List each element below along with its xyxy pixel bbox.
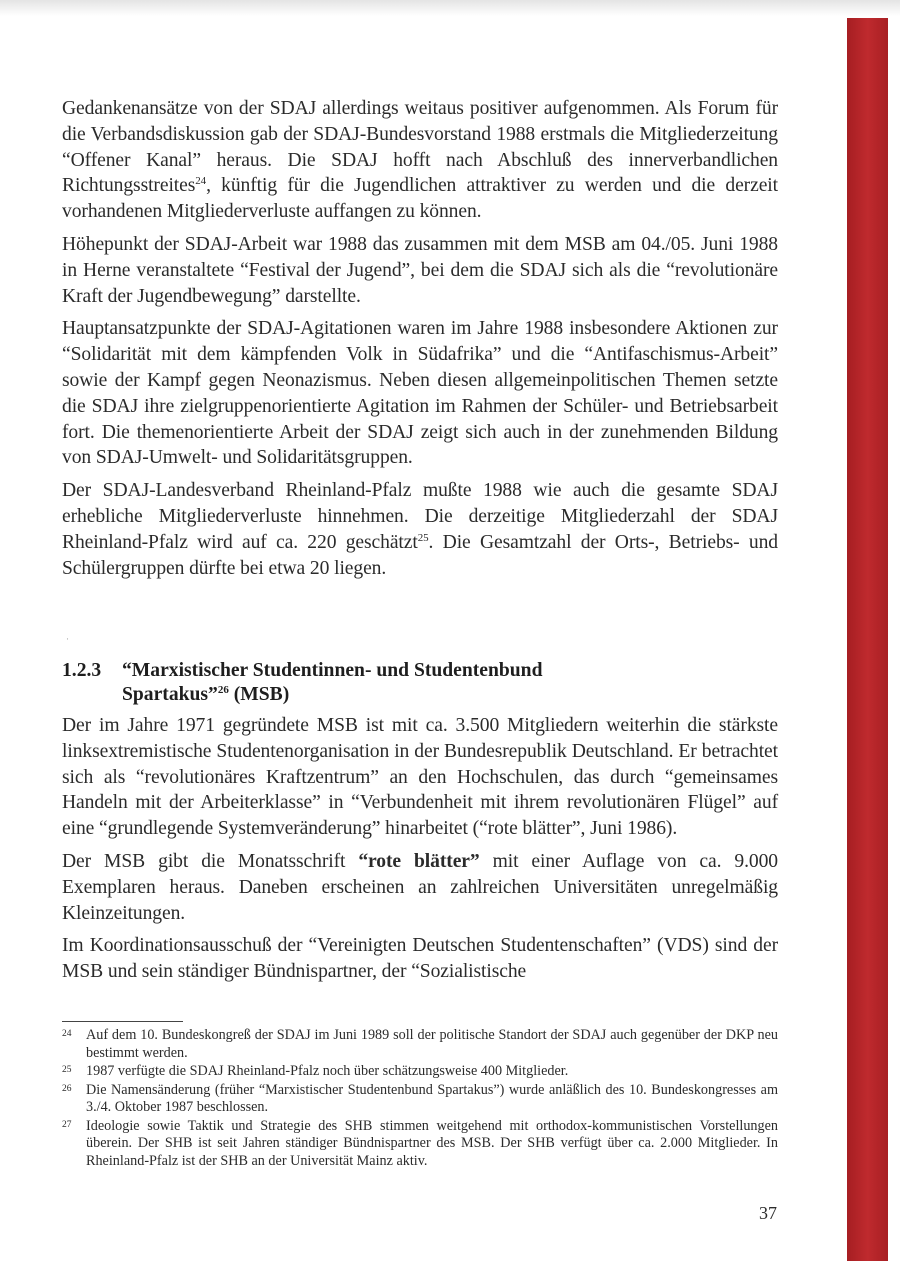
footnotes [62,1027,778,1171]
footnote-ref-26[interactable]: 26 [217,684,229,696]
section-paragraph-2: Der MSB gibt die Monatsschrift “rote blätter” mit einer Auflage von ca. 9.000 Exemplaren heraus. Daneben erscheinen an zahlreichen Universitäten unregelmäßig Kleinzeitungen. [62,850,778,924]
paragraph-2: Höhepunkt der SDAJ-Arbeit war 1988 das zusammen mit dem MSB am 04./05. Juni 1988 in Herne veranstaltete “Festival der Jugend”, bei dem die SDAJ sich als die “revolutionäre Kraft der Jugendbewegung” darstellte. [62,233,778,307]
paragraph-1: Gedankenansätze von der SDAJ allerdings weitaus positiver aufgenommen. Als Forum für die Verbandsdiskussion gab der SDAJ-Bundesvorstand 1988 erstmals die Mitgliederzeitung “Offener Kanal” heraus. Die SDAJ hofft nach Abschluß des innerverbandlichen Richtungsstreites$^{24}$, künftig für die Jugendlichen attraktiver zu werden und die derzeit vorhandenen Mitgliederverluste auffangen zu können. [62,98,778,223]
footnote-text: Auf dem 10. Bundeskongreß der SDAJ im Juni 1989 soll der politische Standort der SDAJ auch gegenüber der DKP neu bestimmt werden. [86,1027,778,1061]
paragraph-4: Der SDAJ-Landesverband Rheinland-Pfalz mußte 1988 wie auch die gesamte SDAJ erhebliche Mitgliederverluste hinnehmen. Die derzeitige Mitgliederzahl der SDAJ Rheinland-Pfalz wird auf ca. 220 geschätzt$^{25}$. Die Gesamtzahl der Orts-, Betriebs- und Schülergruppen dürfte bei etwa 20 liegen. [62,480,778,579]
heading-line-2: Spartakus”$^{26}$ (MSB) [122,684,290,705]
footnote-number: 25 [62,1065,72,1075]
body-text [62,96,778,588]
footnote-24 [62,1027,778,1062]
scan-top-shadow [0,0,900,16]
footnote-number: 24 [62,1029,72,1039]
section-body [62,713,778,992]
section-paragraph-1: Der im Jahre 1971 gegründete MSB ist mit ca. 3.500 Mitgliedern weiterhin die stärkste linksextremistische Studentenorganisation in der Bundesrepublik Deutschland. Er betrachtet sich als “revolutionäres Kraftzentrum” an den Hochschulen, das durch “gemeinsames Handeln mit der Arbeiterklasse” in “Verbundenheit mit ihrem revolutionären Flügel” auf eine “grundlegende Systemveränderung” hinarbeitet (“rote blätter”, Juni 1986). [62,715,778,840]
footnote-text: Die Namensänderung (früher “Marxistischer Studentenbund Spartakus”) wurde anläßlich des 10. Bundeskongresses am 3./4. Oktober 1987 beschlossen. [86,1081,778,1115]
footnote-25 [62,1063,778,1081]
red-register-tab [847,18,888,1261]
scan-speck: · [66,634,69,644]
footnote-number: 27 [62,1119,72,1130]
section-heading [62,659,778,707]
footnote-27 [62,1118,778,1171]
page-number: 37 [759,1203,777,1223]
paragraph-3: Hauptansatzpunkte der SDAJ-Agitationen waren im Jahre 1988 insbesondere Aktionen zur “Solidarität mit dem kämpfenden Volk in Südafrika” und die “Antifaschismus-Arbeit” sowie der Kampf gegen Neonazismus. Neben diesen allgemeinpolitischen Themen setzte die SDAJ ihre zielgruppenorientierte Agitation im Rahmen der Schüler- und Betriebsarbeit fort. Die themenorientierte Arbeit der SDAJ zeigt sich auch in der zunehmenden Bildung von SDAJ-Umwelt- und Solidaritätsgruppen. [62,318,778,469]
footnote-text: 1987 verfügte die SDAJ Rheinland-Pfalz noch über schätzungsweise 400 Mitglieder. [86,1063,569,1079]
footnote-number: 26 [62,1083,72,1094]
footnote-text: Ideologie sowie Taktik und Strategie des SHB stimmen weitgehend mit orthodox-kommunistischen Vorstellungen überein. Der SHB ist seit Jahren ständiger Bündnispartner des MSB. Der SHB verfügt über ca. 2.000 Mitglieder. In Rheinland-Pfalz ist der SHB an der Universität Mainz aktiv. [86,1117,778,1169]
section-paragraph-3: Im Koordinationsausschuß der “Vereinigten Deutschen Studentenschaften” (VDS) sind der MSB und sein ständiger Bündnispartner, der “Sozialistische [62,935,778,983]
section-number: 1.2.3 [62,660,102,681]
footnote-ref-25[interactable]: 25 [417,531,429,544]
footnote-divider [62,1021,183,1022]
heading-line-1: “Marxistischer Studentinnen- und Studentenbund [122,660,543,681]
footnote-26 [62,1082,778,1117]
footnote-ref-24[interactable]: 24 [195,175,207,188]
publication-title: “rote blätter” [358,850,480,872]
